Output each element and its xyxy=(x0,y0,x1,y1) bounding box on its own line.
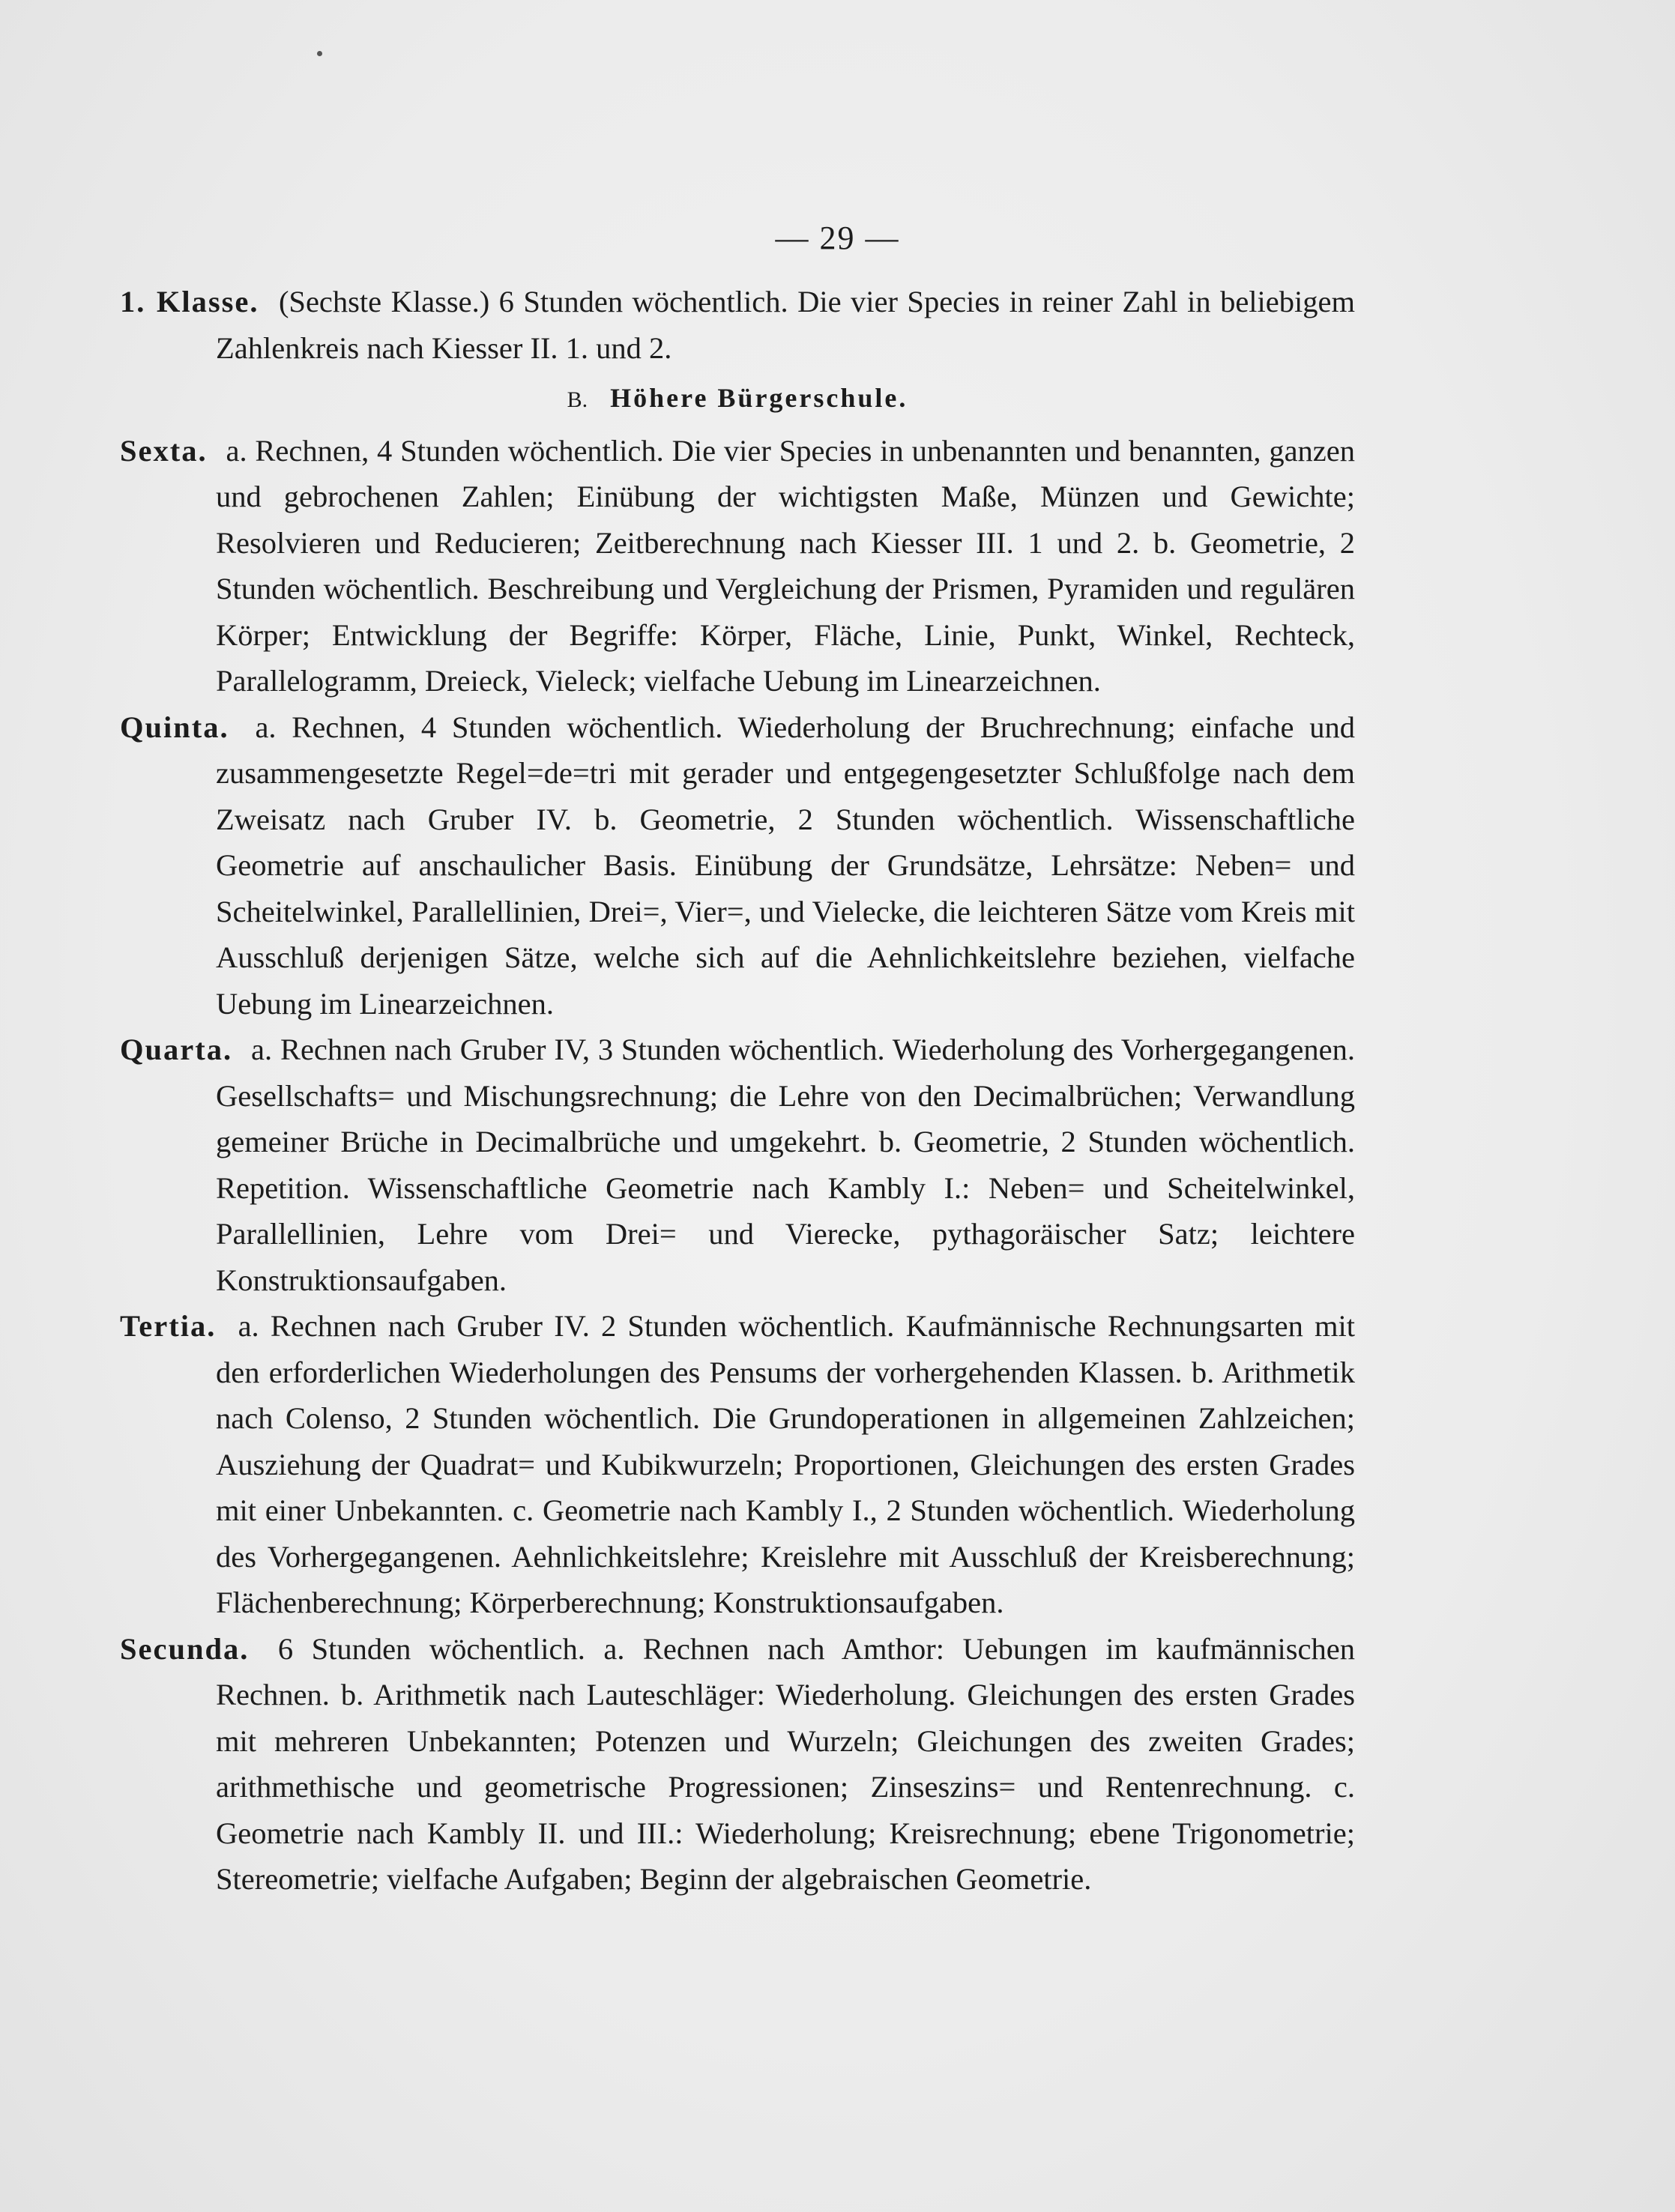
section-title-text: Höhere Bürgerschule. xyxy=(610,383,908,413)
paragraph-secunda xyxy=(120,1626,1355,1903)
paragraph-tertia xyxy=(120,1303,1355,1626)
paragraph-text: a. Rechnen nach Gruber IV, 3 Stunden wöchentlich. Wiederholung des Vorhergegangenen. Gesellschafts= und Mischungsrechnung; die Lehre von den Decimalbrüchen; Verwandlung gemeiner Brüche in Decimalbrüche und umgekehrt. b. Geometrie, 2 Stunden wöchentlich. Repetition. Wissenschaftliche Geometrie nach Kambly I.: Neben= und Scheitelwinkel, Parallellinien, Lehre vom Drei= und Vierecke, pythagoräischer Satz; leichtere Konstruktionsaufgaben. xyxy=(216,1033,1356,1297)
paragraph-heading: Sexta. xyxy=(120,433,208,468)
paragraph-text: a. Rechnen, 4 Stunden wöchentlich. Wiederholung der Bruchrechnung; einfache und zusammengesetzte Regel=de=tri mit gerader und entgegengesetzter Schlußfolge nach dem Zweisatz nach Gruber IV. b. Geometrie, 2 Stunden wöchentlich. Wissenschaftliche Geometrie auf anschaulicher Basis. Einübung der Grundsätze, Lehrsätze: Neben= und Scheitelwinkel, Parallellinien, Drei=, Vier=, und Vielecke, die leichteren Sätze vom Kreis mit Ausschluß derjenigen Sätze, welche sich auf die Aehnlichkeitslehre beziehen, vielfache Uebung im Linearzeichnen. xyxy=(216,710,1356,1021)
paragraph-text: a. Rechnen, 4 Stunden wöchentlich. Die vier Species in unbenannten und benannten, ganzen und gebrochenen Zahlen; Einübung der wichtigsten Maße, Münzen und Gewichte; Resolvieren und Reducieren; Zeitberechnung nach Kiesser III. 1 und 2. b. Geometrie, 2 Stunden wöchentlich. Beschreibung und Vergleichung der Prismen, Pyramiden und regulären Körper; Entwicklung der Begriffe: Körper, Fläche, Linie, Punkt, Winkel, Rechteck, Parallelogramm, Dreieck, Vieleck; vielfache Uebung im Linearzeichnen. xyxy=(216,433,1356,698)
paragraph-text: 6 Stunden wöchentlich. a. Rechnen nach Amthor: Uebungen im kaufmännischen Rechnen. b. Arithmetik nach Lauteschläger: Wiederholung. Gleichungen des ersten Grades mit mehreren Unbekannten; Potenzen und Wurzeln; Gleichungen des zweiten Grades; arithmethische und geometrische Progressionen; Zinseszins= und Rentenrechnung. c. Geometrie nach Kambly II. und III.: Wiederholung; Kreisrechnung; ebene Trigonometrie; Stereometrie; vielfache Aufgaben; Beginn der algebraischen Geometrie. xyxy=(216,1631,1356,1896)
ink-speck xyxy=(317,51,322,56)
paragraph-intro xyxy=(120,279,1355,371)
body-text xyxy=(120,279,1355,1903)
paragraph-text: a. Rechnen nach Gruber IV. 2 Stunden wöchentlich. Kaufmännische Rechnungsarten mit den erforderlichen Wiederholungen des Pensums der vorhergehenden Klassen. b. Arithmetik nach Colenso, 2 Stunden wöchentlich. Die Grundoperationen in allgemeinen Zahlzeichen; Ausziehung der Quadrat= und Kubikwurzeln; Proportionen, Gleichungen des ersten Grades mit einer Unbekannten. c. Geometrie nach Kambly I., 2 Stunden wöchentlich. Wiederholung des Vorhergegangenen. Aehnlichkeitslehre; Kreislehre mit Ausschluß der Kreisberechnung; Flächenberechnung; Körperberechnung; Konstruktionsaufgaben. xyxy=(216,1309,1356,1619)
section-letter: B. xyxy=(567,387,588,412)
paragraph-quarta xyxy=(120,1027,1355,1303)
section-title xyxy=(120,375,1355,423)
paragraph-heading: Quinta. xyxy=(120,710,229,744)
page-number: — 29 — xyxy=(775,220,900,256)
paragraph-quinta xyxy=(120,704,1355,1027)
paragraph-heading: Quarta. xyxy=(120,1033,233,1066)
paragraph-heading: Tertia. xyxy=(120,1309,217,1343)
paragraph-heading: 1. Klasse. xyxy=(120,285,259,318)
paragraph-text: (Sechste Klasse.) 6 Stunden wöchentlich. Die vier Species in reiner Zahl in beliebigem Zahlenkreis nach Kiesser II. 1. und 2. xyxy=(216,285,1356,365)
paragraph-heading: Secunda. xyxy=(120,1631,250,1666)
paragraph-sexta xyxy=(120,428,1355,704)
